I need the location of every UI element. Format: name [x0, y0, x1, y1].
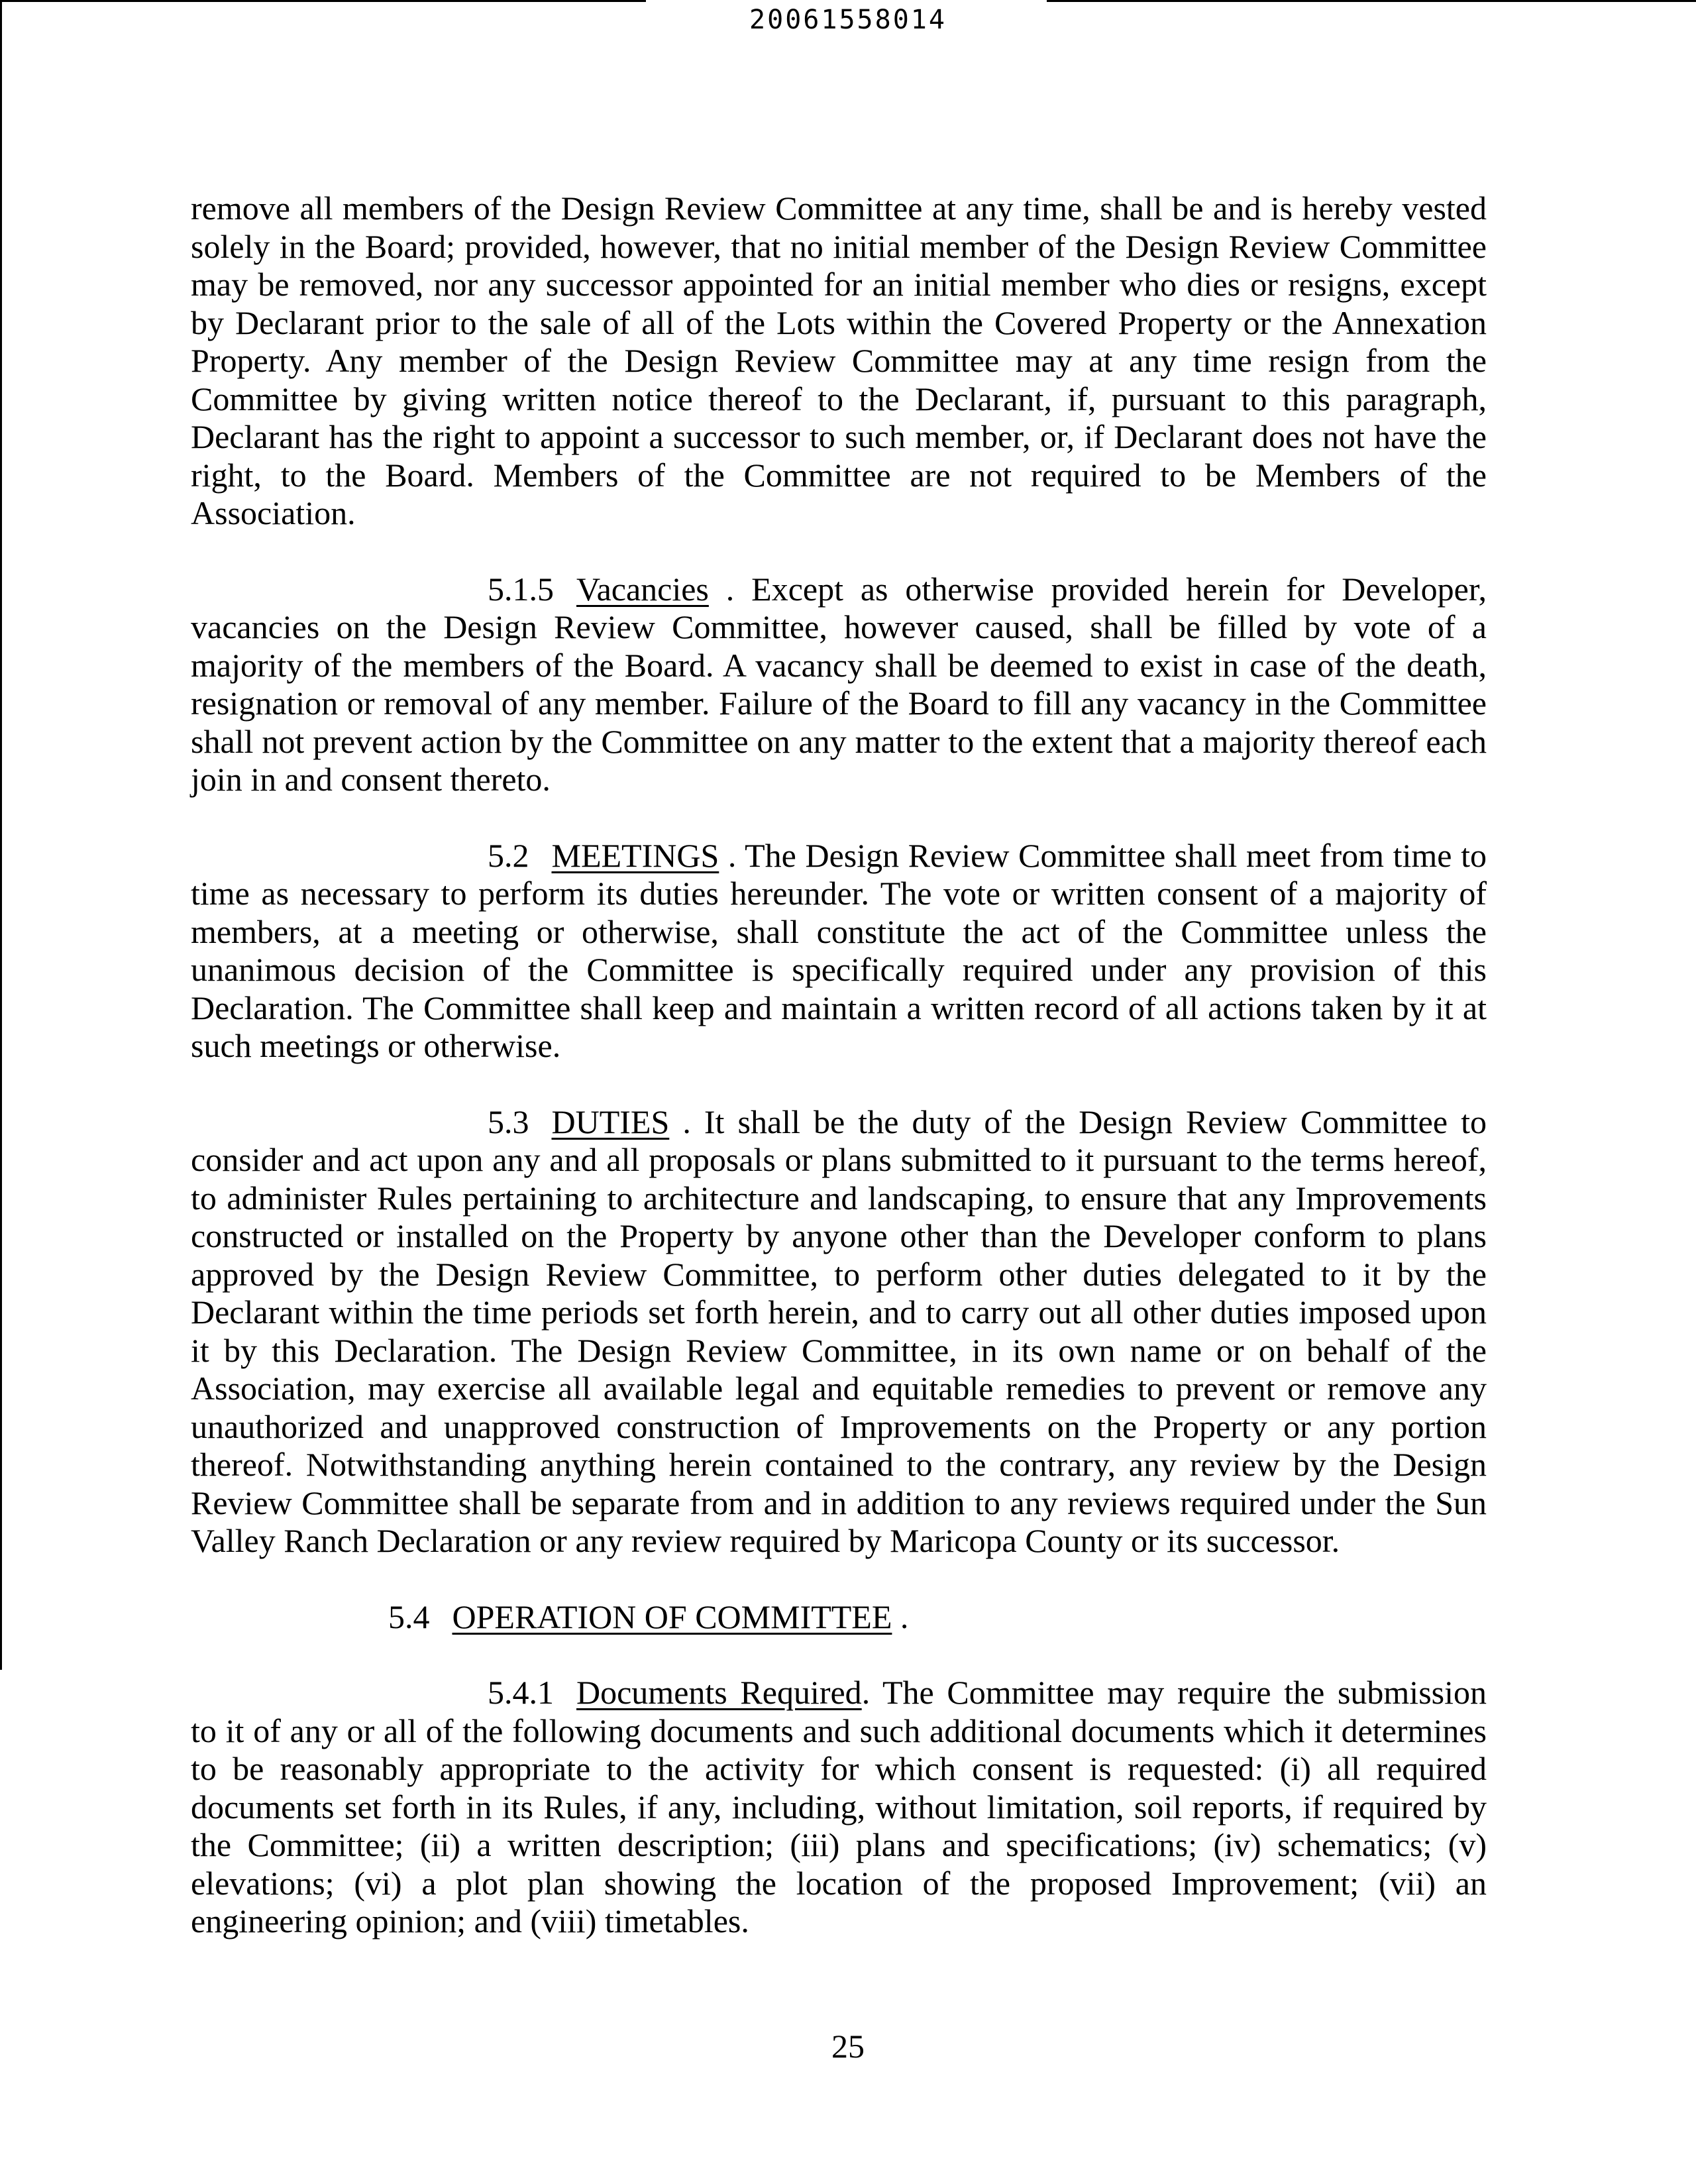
section-heading: MEETINGS	[551, 836, 719, 874]
section-5-3	[191, 1103, 1487, 1560]
section-text: . The Committee may require the submission to it of any or all of the following documents and such additional documents which it determines to be reasonably appropriate to the activity for which consent is requested: (i) all required documents set forth in its Rules, if any, including, without limitation, soil reports, if required by the Committee; (ii) a written description; (iii) plans and specifications; (iv) schematics; (v) elevations; (vi) a plot plan showing the location of the proposed Improvement; (vii) an engineering opinion; and (viii) timetables.	[191, 1674, 1487, 1939]
page-number: 25	[831, 2028, 865, 2065]
document-body	[191, 190, 1487, 1979]
section-number: 5.4	[388, 1598, 430, 1635]
paragraph-committee-removal: remove all members of the Design Review Committee at any time, shall be and is hereby vested solely in the Board; provided, however, that no initial member of the Design Review Committee may be removed, nor any successor appointed for an initial member who dies or resigns, except by Declarant prior to the sale of all of the Lots within the Covered Property or the Annexation Property. Any member of the Design Review Committee may at any time resign from the Committee by giving written notice thereof to the Declarant, if, pursuant to this paragraph, Declarant has the right to appoint a successor to such member, or, if Declarant does not have the right, to the Board. Members of the Committee are not required to be Members of the Association.	[191, 190, 1487, 531]
section-5-2	[191, 837, 1487, 1065]
section-heading: Vacancies	[576, 570, 709, 608]
section-text: . The Design Review Committee shall meet from time to time as necessary to perform its duties hereunder. The vote or written consent of a majority of members, at a meeting or otherwise, shall constitute the act of the Committee unless the unanimous decision of the Committee is specifically required under any provision of this Declaration. The Committee shall keep and maintain a written record of all actions taken by it at such meetings or otherwise.	[191, 836, 1487, 1064]
section-text: .	[892, 1598, 909, 1635]
section-text: . Except as otherwise provided herein for Developer, vacancies on the Design Review Committee, however caused, shall be filled by vote of a majority of the members of the Board. A vacancy shall be deemed to exist in case of the death, resignation or removal of any member. Failure of the Board to fill any vacancy in the Committee shall not prevent action by the Committee on any matter to the extent that a majority thereof each join in and consent thereto.	[191, 570, 1487, 798]
section-heading: DUTIES	[551, 1103, 670, 1140]
section-number: 5.1.5	[488, 570, 554, 608]
section-heading: OPERATION OF COMMITTEE	[452, 1598, 892, 1635]
section-number: 5.2	[488, 836, 529, 874]
top-border-right	[1047, 0, 1696, 2]
section-5-4	[191, 1598, 1487, 1637]
section-5-4-1	[191, 1674, 1487, 1941]
left-border	[0, 0, 2, 1670]
section-heading: Documents Required	[576, 1674, 862, 1711]
section-number: 5.4.1	[488, 1674, 554, 1711]
recording-number: 20061558014	[749, 5, 947, 35]
section-number: 5.3	[488, 1103, 529, 1140]
section-5-1-5	[191, 571, 1487, 799]
section-text: . It shall be the duty of the Design Review Committee to consider and act upon any and all proposals or plans submitted to it pursuant to the terms hereof, to administer Rules pertaining to architecture and landscaping, to ensure that any Improvements constructed or installed on the Property by anyone other than the Developer conform to plans approved by the Design Review Committee, to perform other duties delegated to it by the Declarant within the time periods set forth herein, and to carry out all other duties imposed upon it by this Declaration. The Design Review Committee, in its own name or on behalf of the Association, may exercise all available legal and equitable remedies to prevent or remove any unauthorized and unapproved construction of Improvements on the Property or any portion thereof. Notwithstanding anything herein contained to the contrary, any review by the Design Review Committee shall be separate from and in addition to any reviews required under the Sun Valley Ranch Declaration or any review required by Maricopa County or its successor.	[191, 1103, 1487, 1559]
top-border-left	[0, 0, 646, 2]
